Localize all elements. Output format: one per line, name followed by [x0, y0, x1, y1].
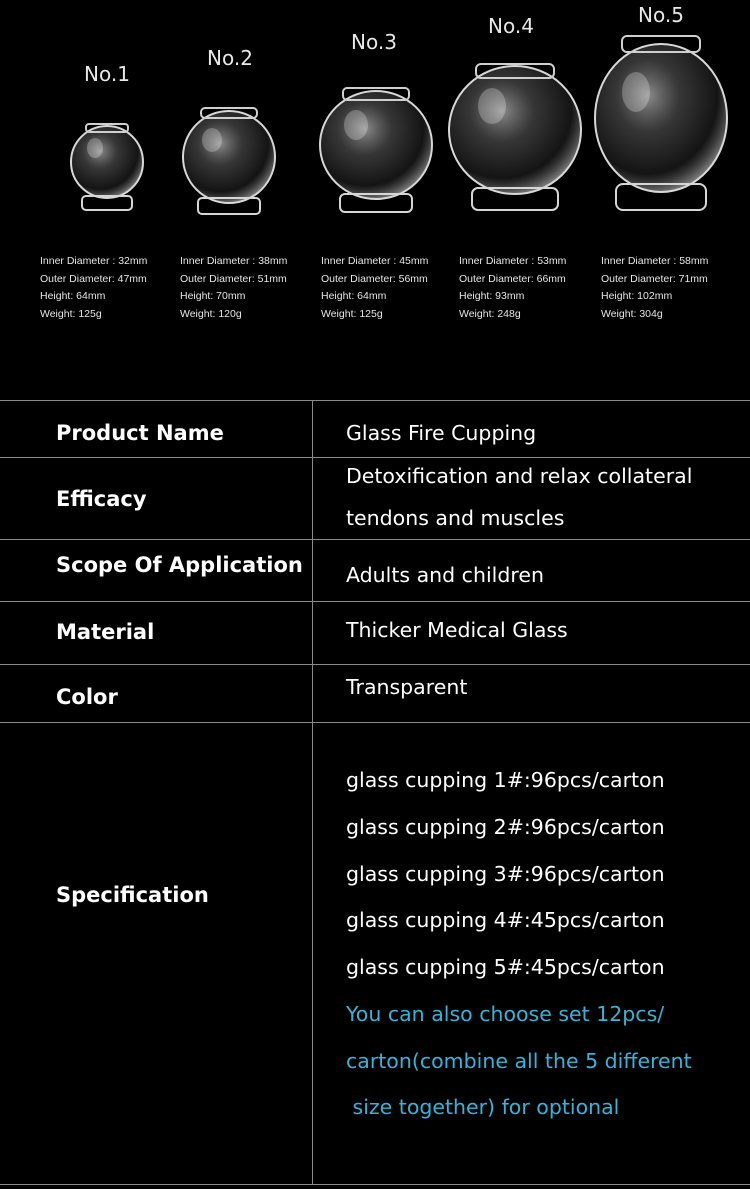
- spec-line-4: glass cupping 4#:45pcs/carton: [346, 908, 665, 932]
- spec-line: Weight: 248g: [459, 307, 521, 320]
- spec-line: Height: 102mm: [601, 290, 673, 302]
- color-label: Color: [56, 685, 118, 709]
- cup-4-label: No.4: [488, 14, 534, 38]
- cup-3-specs: [321, 253, 428, 323]
- material-label: Material: [56, 620, 155, 644]
- product-image-panel: [0, 0, 750, 400]
- spec-line: Outer Diameter: 51mm: [180, 272, 287, 285]
- cup-4-image: [449, 64, 581, 210]
- spec-line-3: glass cupping 3#:96pcs/carton: [346, 862, 665, 886]
- spec-line: Outer Diameter: 47mm: [40, 272, 147, 285]
- specification-label: Specification: [56, 883, 209, 907]
- spec-line: Weight: 125g: [321, 307, 383, 320]
- cup-5-image: [595, 36, 727, 210]
- scope-label: Scope Of Application: [56, 553, 303, 577]
- cup-2-image: [183, 108, 275, 214]
- spec-line: Height: 64mm: [40, 290, 106, 302]
- spec-line: Weight: 304g: [601, 307, 663, 320]
- cup-4-specs: [459, 253, 566, 323]
- spec-line: Outer Diameter: 71mm: [601, 272, 708, 285]
- spec-line: Height: 64mm: [321, 290, 387, 302]
- cup-5-label: No.5: [638, 3, 684, 27]
- cup-3-label: No.3: [351, 30, 397, 54]
- spec-line: Outer Diameter: 66mm: [459, 272, 566, 285]
- cup-2-label: No.2: [207, 46, 253, 70]
- spec-line: Weight: 120g: [180, 307, 242, 320]
- spec-line: Inner Diameter : 53mm: [459, 255, 567, 267]
- spec-note-line-2: carton(combine all the 5 different: [346, 1049, 692, 1073]
- spec-line: Weight: 125g: [40, 307, 102, 320]
- spec-line-2: glass cupping 2#:96pcs/carton: [346, 815, 665, 839]
- color-value: Transparent: [346, 675, 468, 699]
- cup-5-specs: [601, 253, 708, 323]
- spec-line: Inner Diameter : 32mm: [40, 255, 148, 267]
- scope-value: Adults and children: [346, 563, 544, 587]
- cup-1-image: [71, 124, 143, 210]
- spec-line-1: glass cupping 1#:96pcs/carton: [346, 768, 665, 792]
- cup-3-image: [320, 88, 432, 212]
- spec-line: Inner Diameter : 38mm: [180, 255, 288, 267]
- cup-1-specs: [40, 253, 147, 323]
- cup-2-specs: [180, 253, 287, 323]
- efficacy-label: Efficacy: [56, 487, 147, 511]
- cup-1-label: No.1: [84, 62, 130, 86]
- product-name-value: Glass Fire Cupping: [346, 421, 537, 445]
- efficacy-value-line-2: tendons and muscles: [346, 506, 565, 530]
- spec-note-line-3: size together) for optional: [346, 1095, 620, 1119]
- spec-note-line-1: You can also choose set 12pcs/: [346, 1002, 665, 1026]
- spec-line: Outer Diameter: 56mm: [321, 272, 428, 285]
- product-name-label: Product Name: [56, 421, 224, 445]
- efficacy-value-line-1: Detoxification and relax collateral: [346, 464, 693, 488]
- cups-illustration: [0, 0, 750, 400]
- spec-line: Inner Diameter : 58mm: [601, 255, 709, 267]
- spec-line: Inner Diameter : 45mm: [321, 255, 429, 267]
- material-value: Thicker Medical Glass: [346, 618, 568, 642]
- spec-line-5: glass cupping 5#:45pcs/carton: [346, 955, 665, 979]
- spec-line: Height: 70mm: [180, 290, 246, 302]
- spec-line: Height: 93mm: [459, 290, 525, 302]
- table-column-divider: [312, 400, 313, 1184]
